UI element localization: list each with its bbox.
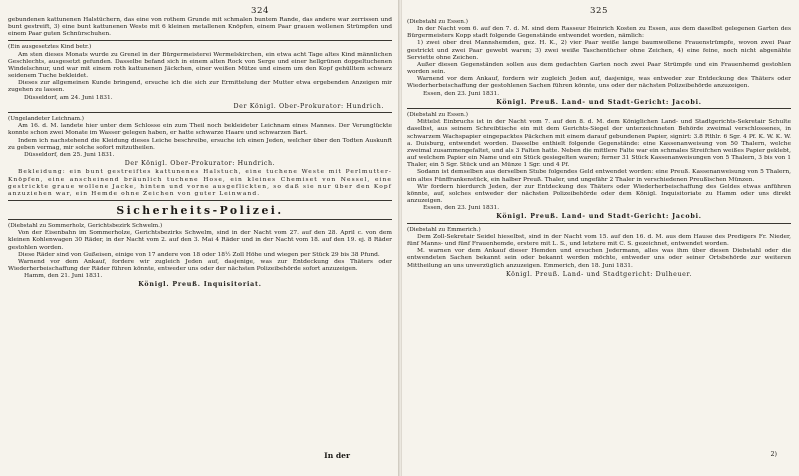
- signature: Königl. Preuß. Land- und Stadt-Gericht: Jacobi.: [496, 213, 702, 221]
- dateline: Düsseldorf, den 25. Juni 1831.: [24, 151, 115, 158]
- paragraph: Indem ich nachstehend die Kleidung dieses Leiche beschreibe, ersuche ich einen Jeden, welcher über den Todten Auskunft zu geben vermag, mir solche sofort mitzutheilen.: [8, 137, 392, 151]
- paragraph: 1) zwei ober drei Mannshemden, gez. H. K., 2) vier Paar weiße lange baumwollene Frauenstrümpfe, wovon zwei Paar gestrickt und zwei Paar gewebt waren; 3) zwei weiße Taschentücher ohne Zeichen, 4) eine feine, noch nicht abgenähte Serviette ohne Zeichen.: [407, 40, 791, 61]
- separator-rule: [8, 219, 392, 220]
- section-note: (Diebstahl zu Sommerholz, Gerichtsbezirk Schwelm.): [8, 223, 163, 230]
- paragraph: gebundenen kattunenen Halstüchern, das eine von rothem Grunde mit schmalen buntem Rande, das andere war zerrissen und bunt gestreift, 3) eine bunt kattunenen Weste mit 6 kleinen metallenen Knöpfen, einem Paar grauen wollenen Strümpfen und einem Paar guten Schnürschuhen.: [8, 17, 392, 38]
- section-note: (Diebstahl zu Essen.): [407, 112, 469, 119]
- section-note: (Diebstahl zu Essen.): [407, 19, 469, 25]
- separator-rule: [407, 108, 791, 109]
- paragraph: Dieses zur allgemeinen Kunde bringend, ersuche ich die sich zur Ermittelung der Mutter etwa ergebenden Anzeigen mir zugehen zu lassen.: [8, 80, 392, 94]
- signature: Königl. Preuß. Land- und Stadtgericht: Dulheuer.: [506, 270, 692, 278]
- section-note: (Ungelandeter Leichnam.): [8, 116, 85, 123]
- catchword: 2): [770, 450, 777, 458]
- separator-rule: [8, 112, 392, 113]
- dateline: Hamm, den 21. Juni 1831.: [24, 273, 103, 280]
- left-page: [8, 6, 392, 476]
- dateline: Essen, den 23. Juni 1831.: [423, 205, 500, 212]
- paragraph: Bekleidung: ein bunt gestreiftes kattunenes Halstuch, eine tuchene Weste mit Perlmutter-Knöpfen, eine anscheinend bräunlich tuchene Hose, ein kleines Chemiset von Nessel, eine gestrickte graue wollene Jacke, hinten und vorne ausgeflickten, so daß sie nur über den Kopf anzuziehen war, ein Hemde ohne Zeichen von guter Leinwand.: [8, 169, 392, 197]
- signature: Königl. Preuß. Inquisitoriat.: [138, 281, 262, 289]
- section-heading: Sicherheits-Polizei.: [116, 204, 284, 218]
- dateline: Essen, den 23. Juni 1831.: [423, 90, 500, 97]
- paragraph: Warnend vor dem Ankauf, fordern wir zugleich Jeden auf, dasjenige, was entweder zur Entdeckung des Thäters oder Wiederherbeischaffung der gestohlenen Sachen führen könnte, uns oder der nächsten Polizeibehörde anzuzeigen.: [407, 76, 791, 90]
- catchword: In der: [324, 451, 350, 460]
- paragraph: Dem Zoll-Sekretair Seidel hieselbst, sind in der Nacht vom 15. auf den 16. d. M. aus dem Hause des Predigers Fr. Nieder, fünf Manns- und fünf Frauenhemde, erstere mit L. S., und letztere mit C. S. gezeichnet, entwendet worden.: [407, 233, 791, 248]
- paragraph: Warnend vor dem Ankauf, fordere wir zugleich Jeden auf, dasjenige, was zur Entdeckung des Thäters oder Wiederherbeischaffung der Räder führen könnte, entweder uns oder der nächsten Polizeibehörde sofort anzuzeigen.: [8, 258, 392, 273]
- paragraph: Diese Räder sind von Gußeisen, einige von 17 andere von 18 oder 18½ Zoll Höhe und wiegen per Stück 29 bis 38 Pfund.: [18, 251, 380, 258]
- signature: Der Königl. Ober-Prokurator: Hundrich.: [233, 102, 384, 110]
- page-number: 325: [590, 6, 608, 16]
- paragraph: Am sten dieses Monats wurde zu Grenel in der Bürgermeisterei Wermelskirchen, ein etwa acht Tage altes Kind männlichen Geschlechts, ausgesetzt gefunden. Dasselbe befand sich in einem alten Rock von Serge und einer hellgrünen doppeltuchenen Windelschnur, und war mit einem roth kattunenen Jäckchen, einer weißen Mütze und einem um den Kopf gehülltem schwarz seidenem Tuche bekleidet.: [8, 51, 392, 80]
- paragraph: Außer diesen Gegenständen sollen aus dem gedachten Garten noch zwei Paar Strümpfe und ein Frauenhemd gestohlen worden sein.: [407, 61, 791, 76]
- signature: Der Königl. Ober-Prokurator: Hundrich.: [124, 160, 276, 168]
- paragraph: In der Nacht vom 6. auf den 7. d. M. sind dem Rasseur Heinrich Kosten zu Essen, aus dem daselbst gelegenen Garten des Bürgermeisters Kopp stadt folgende Gegenstände entwendet worden, nämlich:: [407, 26, 791, 40]
- right-page: [407, 6, 791, 476]
- separator-rule: [8, 200, 392, 201]
- dateline: Düsseldorf, am 24. Juni 1831.: [24, 94, 113, 101]
- separator-rule: [407, 223, 791, 224]
- page-number: 324: [251, 6, 269, 16]
- paragraph: Mittelst Einbruchs ist in der Nacht vom 7. auf den 8. d. M. dem Königlichen Land- und Stadtgerichts-Sekretair Schulte daselbst, aus seinem Schreibtische ein mit dem Gerichts-Siegel der unterzeichneten Behörde zweimal verschlossenes, in schwarzem Wachspapier eingepacktes Päckchen mit einem darauf gebundenen Papier, signirt: 3.8 Rthlr. 6 Sgr. 4 Pf. K. W. K. W. a. Duisburg, entwendet worden. Dasselbe enthielt folgende Gegenstände: eine Kassenanweisung von 50 Thalern, welche zweimal zusammengefaltet, und als 3 Falten hatte. Neben die mittlere Falte war ein schmales Streifchen weißes Papier geklebt, auf welchem Papier ein Name und ein Stück gesiegelten waren; ferner 31 Stück Kassenanweisungen von 5 Thalern, 3 bis von 1 Thaler, ein 5 Sgr. Stück und an Münze 1 Sgr. und 4 Pf.: [407, 119, 791, 169]
- paragraph: Wir fordern hierdurch Jeden, der zur Entdeckung des Thäters oder Wiederherbeischaffung des Geldes etwas anführen könnte, auf, solches entweder der nächsten Polizeibehörde oder dem Königl. Inquisitoriate zu Hamm oder uns direkt anzuzeigen.: [407, 183, 791, 204]
- paragraph: Sodann ist demselben aus derselben Stube folgendes Geld entwendet worden: eine Preuß. Kassenanweisung von 5 Thalern, ein altes Fünffrankenstück, ein halber Preuß. Thaler, und ungefähr 2 Thaler in verschiedenen Preußischen Münzen.: [407, 169, 791, 183]
- paragraph: M. warnen vor dem Ankauf dieser Hemden und ersuchen Jedermann, alles was ihm über diesen Diebstahl oder die entwendeten Sachen bekannt sein oder bekannt werden möchte, entweder uns oder seiner Ortsbehörde zur weiteren Mittheilung an uns unverzüglich anzuzeigen. Emmerich, den 18. Juni 1831.: [407, 248, 791, 269]
- separator-rule: [8, 40, 392, 41]
- section-note: (Diebstahl zu Emmerich.): [407, 226, 481, 233]
- paragraph: Am 16. d. M. landete hier unter dem Schlosse ein zum Theil noch bekleideter Leichnam eines Mannes. Der Verunglückte konnte schon zwei Monate im Wasser gelegen haben, er hatte schwarze Haare und schwarzen Bart.: [8, 123, 392, 137]
- signature: Königl. Preuß. Land- und Stadt-Gericht: Jacobi.: [496, 98, 702, 106]
- section-note: (Ein ausgesetztes Kind betr.): [8, 44, 92, 51]
- book-gutter: [398, 0, 402, 476]
- paragraph: Von der Eisenbahn im Sommerholze, Gerichtsbezirks Schwelm, sind in der Nacht vom 27. auf den 28. April c. von dem kleinen Kohlenwagen 30 Räder, in der Nacht vom 2. auf den 3. Mai 4 Räder und in der Nacht vom 18. auf den 19. ej. 8 Räder gestohlen worden.: [8, 230, 392, 251]
